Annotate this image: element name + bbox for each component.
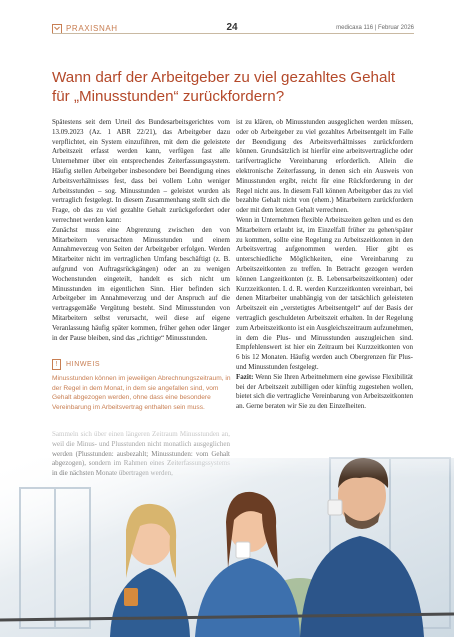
header-divider xyxy=(52,33,414,34)
exclamation-icon: ! xyxy=(52,359,61,370)
fazit-label: Fazit: xyxy=(236,372,254,381)
right-column xyxy=(236,118,413,412)
photo-illustration xyxy=(0,418,454,637)
right-paragraph: ist zu klären, ob Minusstunden ausgeglichen werden müssen, oder ob Arbeitgeber zu viel gezahltes Arbeitsentgelt im Falle der Beendigung des Arbeitsverhältnisses zurückfordern können. Grundsätzlich ist hierfür eine arbeitsvertragliche oder tarifvertragliche Vereinbarung erforderlich. Allein die elektronische Zeiterfassung, in denen sich ein Ausweis von Minusstunden ergibt, reicht für eine Rückforderung in der Regel nicht aus. In diesem Fall können Arbeitgeber das zu viel bezahlte Gehalt nicht von (ehem.) Mitarbeitern zurückfordern oder mit dem letzten Gehalt verrechnen. xyxy=(236,118,413,215)
hint-box xyxy=(52,358,233,422)
article-title xyxy=(52,68,402,106)
left-column xyxy=(52,118,230,343)
title-line-2: für „Minusstunden“ zurückfordern? xyxy=(52,88,285,105)
coffee-break-photo xyxy=(0,418,454,637)
fazit-text: Wenn Sie Ihren Arbeitnehmern eine gewisse Flexibilität bei der Arbeitszeit zubilligen oder künftig zugestehen wollen, bietet sich die vertragliche Vereinbarung von Arbeitszeitkonten an. Gerne beraten wir Sie zu den Einzelheiten. xyxy=(236,372,413,411)
section-label: PRAXISNAH xyxy=(66,24,118,33)
fazit-paragraph xyxy=(236,373,413,412)
page-number: 24 xyxy=(226,22,238,33)
issue-info: medicaxa 116 | Februar 2026 xyxy=(336,25,414,31)
right-paragraph: Wenn in Unternehmen flexible Arbeitszeiten gelten und es den Mitarbeitern erlaubt ist, im Einzelfall früher zu gehen/später zu kommen, sollte eine Regelung zu Arbeitszeitkonten in den Arbeitsvertrag aufgenommen werden. Hier gibt es unterschiedliche Möglichkeiten, eine Vereinbarung zu Arbeitszeitkonten zu treffen. In Betracht gezogen werden können Langzeitkonten (z. B. Lebensarbeitszeitkonten) oder Kurzzeitkonten. I. d. R. werden Kurzzeitkonten vereinbart, bei denen Mitarbeiter unabhängig von der tatsächlich geleisteten Arbeitszeit ein „verstetigtes Arbeitsentgelt“ auf der Basis der vertraglich geschuldeten Arbeitszeit erhalten. In der Regelung zum Arbeitszeitkonto ist ein Ausgleichszeitraum aufzunehmen, in dem die Plus- und Minusstunden auszugleichen sind. Empfehlenswert ist hier ein Zeitraum bei Kurzzeitkonten von 6 bis 12 Monaten. Häufig werden auch Obergrenzen für Plus- und Minusstunden festgelegt. xyxy=(236,215,413,371)
left-paragraph: Zunächst muss eine Abgrenzung zwischen den von Mitarbeitern verursachten Minusstunden und einem Annahmeverzug von Seiten der Arbeitgeber erfolgen. Werden Mitarbeiter nicht im vertraglichen Umfang beschäftigt (z. B. aufgrund von Auftragsrückgängen) oder an zu wenigen Wochenstunden eingeteilt, handelt es sich nicht um Minusstunden im eigentlichen Sinn. Hier befinden sich Arbeitgeber im Annahmeverzug und der Anspruch auf die vertragsgemäße Vergütung besteht. Sind Minusstunden von Mitarbeitern selbst verursacht, weil diese auf eigene Veranlassung häufig später kommen, früher gehen oder länger in der Pause bleiben, sind das „richtige“ Minusstunden. xyxy=(52,225,230,342)
hint-header xyxy=(52,358,233,370)
title-line-1: Wann darf der Arbeitgeber zu viel gezahltes Gehalt xyxy=(52,69,396,86)
left-paragraph: Spätestens seit dem Urteil des Bundesarbeitsgerichtes vom 13.09.2023 (Az. 1 ABR 22/21), das Arbeitgeber dazu verpflichtet, ein System einzuführen, mit dem die geleistete Arbeitszeit erfasst werden kann, verfügen fast alle Unternehmer über ein entsprechendes Zeiterfassungssystem. Häufig stellen Arbeitgeber insbesondere bei Beendigung eines Arbeitsverhältnisses fest, dass bei vollem Lohn weniger Arbeitsstunden – sog. Minusstunden – geleistet wurden als vertraglich festgelegt. In diesem Zusammenhang stellt sich die Frage, ob das zu viel gezahlte Gehalt zurückgefordert oder verrechnet werden kann: xyxy=(52,118,230,224)
hint-text: Minusstunden können im jeweiligen Abrechnungszeitraum, in der Regel in dem Monat, in dem sie angefallen sind, vom Gehalt abgezogen werden, ohne dass eine besondere Vereinbarung im Arbeitsvertrag enthalten sein muss. xyxy=(52,375,231,411)
hint-title: HINWEIS xyxy=(66,360,101,368)
page-header xyxy=(0,0,454,46)
